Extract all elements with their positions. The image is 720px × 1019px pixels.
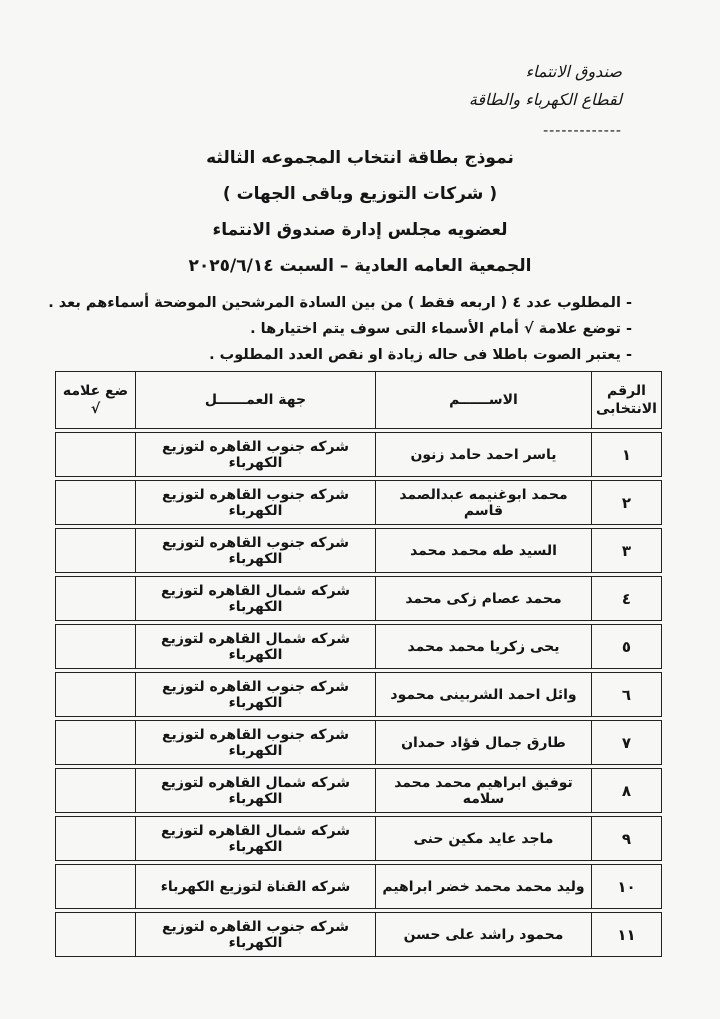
vote-mark-box[interactable] [56, 433, 136, 477]
candidate-number: ١١ [592, 913, 662, 957]
table-row [56, 433, 662, 477]
candidate-name: توفيق ابراهيم محمد محمد سلامه [376, 769, 592, 813]
header-name: الاســــــم [376, 372, 592, 429]
candidate-number: ٦ [592, 673, 662, 717]
candidate-workplace: شركه جنوب القاهره لتوزيع الكهرباء [136, 721, 376, 765]
vote-mark-box[interactable] [56, 817, 136, 861]
candidate-name: السيد طه محمد محمد [376, 529, 592, 573]
dash-separator: ------------- [543, 121, 622, 139]
candidate-number: ٥ [592, 625, 662, 669]
table-row [56, 673, 662, 717]
table-row [56, 913, 662, 957]
vote-mark-box[interactable] [56, 721, 136, 765]
candidate-number: ٣ [592, 529, 662, 573]
vote-mark-box[interactable] [56, 673, 136, 717]
instruction-1: - المطلوب عدد ٤ ( اربعه فقط ) من بين السادة المرشحين الموضحة أسماءهم بعد . [48, 295, 632, 311]
candidate-name: ماجد عايد مكين حنى [376, 817, 592, 861]
table-row [56, 529, 662, 573]
vote-mark-box[interactable] [56, 577, 136, 621]
instruction-3: - يعتبر الصوت باطلا فى حاله زيادة او نقص العدد المطلوب . [209, 347, 632, 363]
candidate-name: وليد محمد محمد خضر ابراهيم [376, 865, 592, 909]
candidate-workplace: شركه جنوب القاهره لتوزيع الكهرباء [136, 529, 376, 573]
table-row [56, 577, 662, 621]
candidate-workplace: شركه شمال القاهره لتوزيع الكهرباء [136, 817, 376, 861]
candidate-name: طارق جمال فؤاد حمدان [376, 721, 592, 765]
candidate-number: ٨ [592, 769, 662, 813]
candidate-name: وائل احمد الشربينى محمود [376, 673, 592, 717]
candidate-name: محمد ابوغنيمه عبدالصمد قاسم [376, 481, 592, 525]
title-line-2: ( شركات التوزيع وباقى الجهات ) [222, 184, 498, 204]
title-line-1: نموذج بطاقة انتخاب المجموعه الثالثه [206, 148, 514, 168]
candidate-workplace: شركه جنوب القاهره لتوزيع الكهرباء [136, 673, 376, 717]
table-row [56, 721, 662, 765]
candidate-number: ٢ [592, 481, 662, 525]
header-work: جهة العمــــــل [136, 372, 376, 429]
title-line-3: لعضويه مجلس إدارة صندوق الانتماء [212, 220, 508, 240]
candidate-name: محمد عصام زكى محمد [376, 577, 592, 621]
instructions [48, 290, 632, 368]
candidate-workplace: شركه شمال القاهره لتوزيع الكهرباء [136, 625, 376, 669]
candidate-workplace: شركه جنوب القاهره لتوزيع الكهرباء [136, 481, 376, 525]
candidate-name: يحى زكريا محمد محمد [376, 625, 592, 669]
org-sector: لقطاع الكهرباء والطاقة [468, 90, 622, 109]
candidate-workplace: شركه جنوب القاهره لتوزيع الكهرباء [136, 913, 376, 957]
candidate-name: محمود راشد على حسن [376, 913, 592, 957]
org-name: صندوق الانتماء [525, 62, 622, 81]
vote-mark-box[interactable] [56, 913, 136, 957]
header-mark: ضع علامه √ [56, 372, 136, 429]
table-row [56, 769, 662, 813]
ballot-titles [0, 140, 720, 284]
title-line-4: الجمعية العامه العادية – السبت ٢٠٢٥/٦/١٤ [188, 256, 532, 276]
organization-header [468, 58, 622, 139]
table-row [56, 817, 662, 861]
table-header-row [56, 372, 662, 429]
vote-mark-box[interactable] [56, 529, 136, 573]
candidates-table [55, 371, 662, 957]
candidate-number: ٧ [592, 721, 662, 765]
vote-mark-box[interactable] [56, 769, 136, 813]
instruction-2: - توضع علامة √ أمام الأسماء التى سوف يتم اختيارها . [250, 321, 632, 337]
vote-mark-box[interactable] [56, 481, 136, 525]
candidate-workplace: شركه القناة لتوزيع الكهرباء [136, 865, 376, 909]
candidate-number: ٤ [592, 577, 662, 621]
table-row [56, 481, 662, 525]
table-row [56, 865, 662, 909]
table-row [56, 625, 662, 669]
vote-mark-box[interactable] [56, 865, 136, 909]
candidate-name: ياسر احمد حامد زنون [376, 433, 592, 477]
candidate-number: ١ [592, 433, 662, 477]
header-number: الرقم الانتخابى [592, 372, 662, 429]
candidate-workplace: شركه جنوب القاهره لتوزيع الكهرباء [136, 433, 376, 477]
candidate-workplace: شركه شمال القاهره لتوزيع الكهرباء [136, 769, 376, 813]
candidate-number: ١٠ [592, 865, 662, 909]
vote-mark-box[interactable] [56, 625, 136, 669]
candidate-workplace: شركه شمال القاهره لتوزيع الكهرباء [136, 577, 376, 621]
candidate-number: ٩ [592, 817, 662, 861]
